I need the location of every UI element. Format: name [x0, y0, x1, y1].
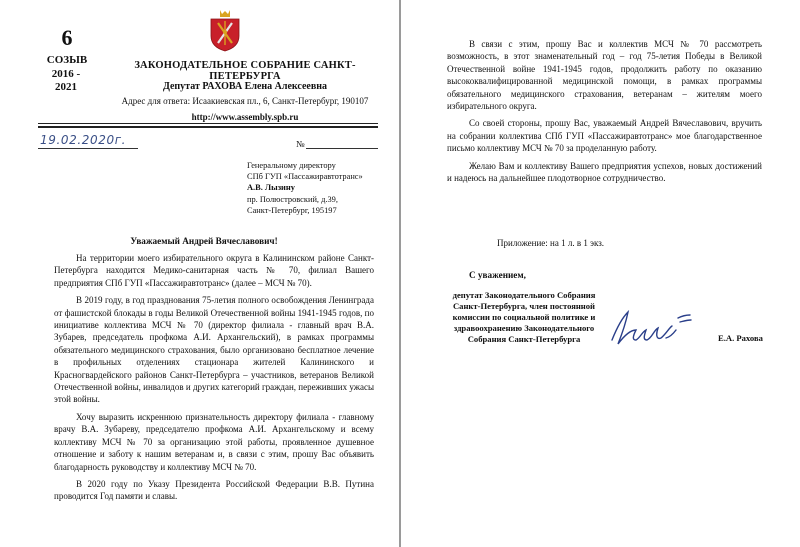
recipient-name: А.В. Лызину	[247, 183, 295, 193]
header-rule-thick	[38, 126, 378, 128]
recipient-line: Генеральному директору	[247, 161, 336, 170]
body-paragraph: На территории моего избирательного округа в Калининском районе Санкт-Петербурга находится Медико-санитарная часть № 70, филиал Вашего предприятия СПб ГУП «Пассажиравтотранс» (далее – МСЧ № 70).	[54, 253, 374, 288]
assembly-title: ЗАКОНОДАТЕЛЬНОЕ СОБРАНИЕ САНКТ-ПЕТЕРБУРГА	[134, 60, 356, 82]
attachment-note: Приложение: на 1 л. в 1 экз.	[497, 238, 605, 248]
recipient-line: пр. Полюстровский, д.39,	[247, 194, 338, 204]
salutation: Уважаемый Андрей Вячеславович!	[130, 236, 278, 246]
body-paragraph: Со своей стороны, прошу Вас, уважаемый Андрей Вячеславович, вручить на собрании коллектива СПб ГУП «Пассажиравтотранс» мое благодарственное письмо коллективу МСЧ № 70 за проделанную работу.	[447, 118, 762, 154]
body-paragraph: Желаю Вам и коллективу Вашего предприятия успехов, новых достижений и надеюсь на дальнейшее плодотворное сотрудничество.	[447, 160, 762, 184]
convocation-years	[38, 68, 94, 94]
convocation-years-line1: 2016 -	[51, 68, 81, 80]
closing-regards: С уважением,	[469, 270, 526, 280]
document-number-underline	[306, 148, 378, 149]
recipient-line: Санкт-Петербург, 195197	[247, 205, 337, 215]
convocation-number: 6	[61, 25, 73, 50]
header-rule-thin	[38, 123, 378, 124]
convocation-years-line2: 2021	[55, 81, 77, 93]
document-number-label: №	[296, 139, 305, 149]
handwritten-signature	[606, 300, 701, 355]
recipient-block	[247, 160, 397, 216]
reply-address: Адрес для ответа: Исаакиевская пл., 6, Санкт-Петербург, 190107	[121, 96, 369, 106]
coat-of-arms-icon	[208, 8, 242, 52]
body-paragraph: Хочу выразить искреннюю признательность директору филиала - главному врачу В.А. Зубареву, председателю профкома А.И. Архангельскому и всему коллективу МСЧ № 70 за организацию этой работы, проявленное душевное отношение и заботу к нашим ветеранам и, в связи с этим, прошу Вас объявить благодарность руководству и коллективу МСЧ № 70.	[54, 411, 374, 472]
recipient-line: СПб ГУП «Пассажиравтотранс»	[247, 172, 363, 182]
website-link: http://www.assembly.spb.ru	[191, 112, 299, 122]
letter-page-2	[401, 0, 800, 547]
deputy-name: Депутат РАХОВА Елена Алексеевна	[162, 81, 328, 92]
convocation-label: СОЗЫВ	[46, 54, 88, 66]
letter-body-page-2	[447, 38, 762, 189]
body-paragraph: В связи с этим, прошу Вас и коллектив МСЧ № 70 рассмотреть возможность, в этот знаменательный год – год 75-летия Победы в Великой Отечественной войне 1941-1945 годов, продолжить работу по оказанию высококвалифицированной медицинской помощи, в рамках программы обязательного медицинского страхования, ветеранам – жителям моего избирательного округа.	[447, 39, 762, 112]
body-paragraph: В 2020 году по Указу Президента Российской Федерации В.В. Путина проводится Год памяти и славы.	[54, 478, 374, 502]
letter-body-page-1	[54, 252, 374, 508]
handwritten-date: 19.02.2020г.	[40, 133, 127, 147]
letter-page-1	[0, 0, 399, 547]
signer-name: Е.А. Рахова	[718, 333, 763, 343]
body-paragraph: В 2019 году, в год празднования 75-летия полного освобождения Ленинграда от фашистской блокады в годы Великой Отечественной войны 1941-1945 годов, по инициативе коллектива МСЧ № 70 (директор филиала - главный врач В.А. Зубарев, председатель профкома А.И. Архангельский), в рамках программы обязательного медицинского страхования, было организовано бесплатное лечение в профильных отделениях стационара жителей Калининского и Красногвардейского районов Санкт-Петербурга – участников, ветеранов Великой Отечественной войны, инвалидов и других категорий граждан, переживших ужасы этой войны.	[54, 295, 374, 405]
date-underline	[38, 148, 138, 149]
signatory-title: депутат Законодательного Собрания Санкт-Петербурга, член постоянной комиссии по социальной политике и здравоохранению Законодательного Собрания Санкт-Петербурга	[452, 290, 596, 344]
